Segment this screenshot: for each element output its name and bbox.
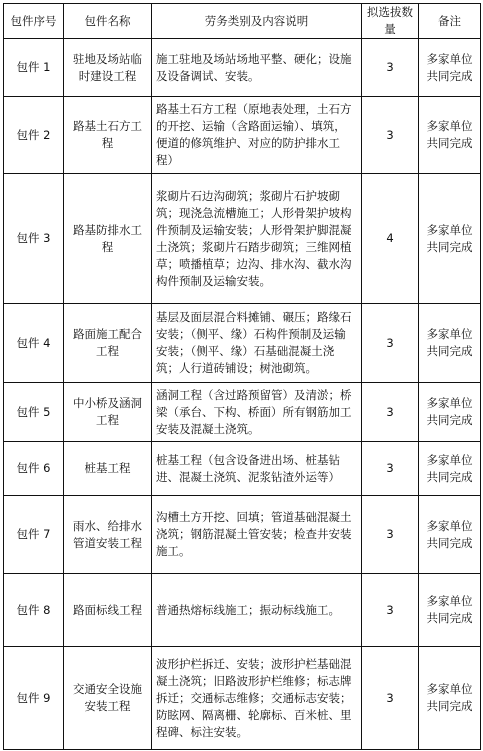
package-no: 包件 7 [4, 496, 64, 574]
package-no: 包件 2 [4, 97, 64, 174]
header-description: 劳务类别及内容说明 [152, 4, 362, 39]
package-description: 普通热熔标线施工；振动标线施工。 [152, 574, 362, 647]
package-description: 桩基工程（包含设备进出场、桩基钻进、混凝土浇筑、泥浆钻渣外运等） [152, 442, 362, 496]
package-description: 浆砌片石边沟砌筑；浆砌片石护坡砌筑；现浇急流槽施工；人形骨架护坡构件预制及运输安装；人形骨架护脚混凝土浇筑；浆砌片石踏步砌筑；三维网植草；喷播植草；边沟、排水沟、截水沟构件预制及运输安装。 [152, 174, 362, 304]
package-quantity: 3 [362, 304, 419, 383]
package-remarks: 多家单位共同完成 [419, 442, 481, 496]
package-no: 包件 4 [4, 304, 64, 383]
package-remarks: 多家单位共同完成 [419, 97, 481, 174]
package-quantity: 3 [362, 496, 419, 574]
table-row [4, 647, 481, 750]
package-name: 中小桥及涵洞工程 [64, 383, 152, 442]
package-name: 路基防排水工程 [64, 174, 152, 304]
package-remarks: 多家单位共同完成 [419, 647, 481, 750]
package-name: 交通安全设施安装工程 [64, 647, 152, 750]
package-no: 包件 9 [4, 647, 64, 750]
table-row [4, 304, 481, 383]
package-remarks: 多家单位共同完成 [419, 304, 481, 383]
package-remarks: 多家单位共同完成 [419, 174, 481, 304]
package-quantity: 3 [362, 574, 419, 647]
header-quantity: 拟选拔数量 [362, 4, 419, 39]
labor-package-table [3, 3, 481, 750]
package-description: 沟槽土方开挖、回填；管道基础混凝土浇筑；钢筋混凝土管安装；检查井安装施工。 [152, 496, 362, 574]
package-description: 路基土石方工程（原地表处理，土石方的开挖、运输（含路面运输）、填筑，便道的修筑维护、对应的防护排水工程） [152, 97, 362, 174]
package-no: 包件 1 [4, 39, 64, 97]
package-no: 包件 6 [4, 442, 64, 496]
package-name: 路面施工配合工程 [64, 304, 152, 383]
package-description: 涵洞工程（含过路预留管）及清淤；桥梁（承台、下构、桥面）所有钢筋加工安装及混凝土浇筑。 [152, 383, 362, 442]
package-description: 波形护栏拆迁、安装；波形护栏基础混凝土浇筑；旧路波形护栏维修；标志牌拆迁；交通标志维修；交通标志安装；防眩网、隔离栅、轮廓标、百米桩、里程碑、标注安装。 [152, 647, 362, 750]
package-name: 桩基工程 [64, 442, 152, 496]
package-name: 路面标线工程 [64, 574, 152, 647]
package-name: 雨水、给排水管道安装工程 [64, 496, 152, 574]
package-name: 驻地及场站临时建设工程 [64, 39, 152, 97]
package-quantity: 3 [362, 97, 419, 174]
package-no: 包件 8 [4, 574, 64, 647]
table-row [4, 383, 481, 442]
table-row [4, 39, 481, 97]
package-description: 基层及面层混合料摊铺、碾压；路缘石安装；（侧平、缘）石构件预制及运输安装；（侧平、缘）石基础混凝土浇筑；人行道砖铺设；树池砌筑。 [152, 304, 362, 383]
package-quantity: 4 [362, 174, 419, 304]
package-remarks: 多家单位共同完成 [419, 39, 481, 97]
header-package-name: 包件名称 [64, 4, 152, 39]
table-row [4, 496, 481, 574]
table-row [4, 174, 481, 304]
package-quantity: 3 [362, 383, 419, 442]
package-name: 路基土石方工程 [64, 97, 152, 174]
package-no: 包件 5 [4, 383, 64, 442]
table-header-row [4, 4, 481, 39]
package-description: 施工驻地及场站场地平整、硬化；设施及设备调试、安装。 [152, 39, 362, 97]
package-quantity: 3 [362, 39, 419, 97]
header-package-no: 包件序号 [4, 4, 64, 39]
package-quantity: 3 [362, 442, 419, 496]
package-remarks: 多家单位共同完成 [419, 383, 481, 442]
header-remarks: 备注 [419, 4, 481, 39]
table-row [4, 97, 481, 174]
table-row [4, 574, 481, 647]
package-remarks: 多家单位共同完成 [419, 574, 481, 647]
table-row [4, 442, 481, 496]
package-quantity: 3 [362, 647, 419, 750]
package-remarks: 多家单位共同完成 [419, 496, 481, 574]
package-no: 包件 3 [4, 174, 64, 304]
